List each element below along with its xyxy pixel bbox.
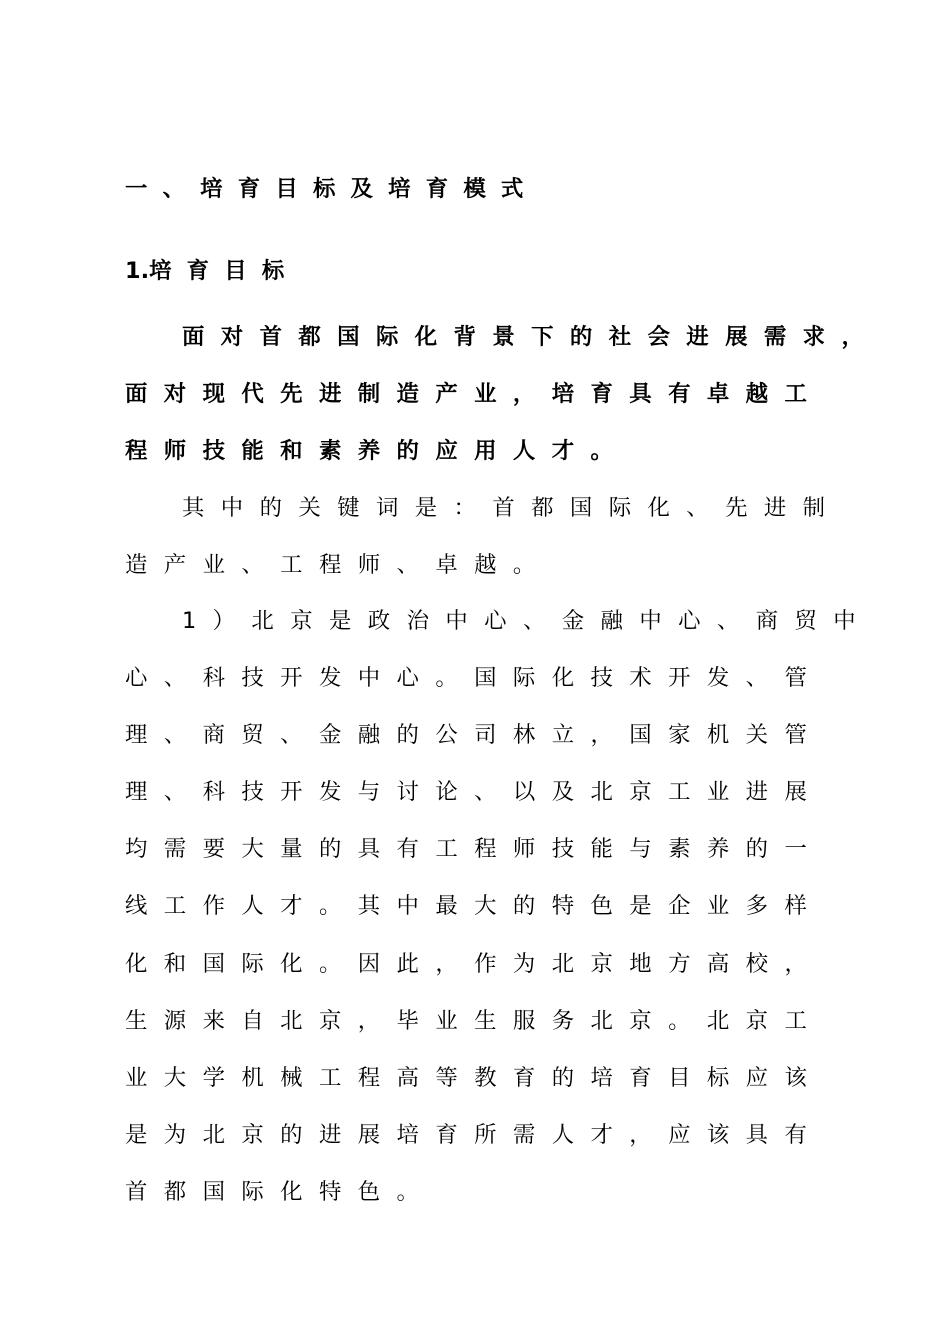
paragraph-line: 程师技能和素养的应用人才。 [125, 438, 630, 464]
paragraph-line: 业大学机械工程高等教育的培育目标应该 [125, 1065, 824, 1091]
paragraph-line: 其中的关键词是：首都国际化、先进制 [182, 495, 842, 521]
paragraph-line: 造产业、工程师、卓越。 [125, 552, 552, 578]
paragraph-line: 面对现代先进制造产业，培育具有卓越工 [125, 381, 824, 407]
paragraph-line: 线工作人才。其中最大的特色是企业多样 [125, 893, 824, 919]
subsection-number: 1. [125, 258, 150, 284]
paragraph-line: 化和国际化。因此，作为北京地方高校， [125, 951, 824, 977]
paragraph-line: 理、科技开发与讨论、以及北京工业进展 [125, 779, 824, 805]
paragraph-line: 首都国际化特色。 [125, 1179, 436, 1205]
paragraph-line: 1）北京是政治中心、金融中心、商贸中 [182, 608, 873, 634]
paragraph-line: 理、商贸、金融的公司林立，国家机关管 [125, 722, 824, 748]
section-heading: 一、培育目标及培育模式 [125, 176, 539, 202]
paragraph-line: 生源来自北京，毕业生服务北京。北京工 [125, 1008, 824, 1034]
paragraph-line: 面对首都国际化背景下的社会进展需求， [182, 324, 881, 350]
subsection-heading [125, 256, 299, 286]
subsection-title: 培育目标 [149, 258, 300, 284]
paragraph-line: 是为北京的进展培育所需人才，应该具有 [125, 1122, 824, 1148]
paragraph-line: 均需要大量的具有工程师技能与素养的一 [125, 836, 824, 862]
paragraph-line: 心、科技开发中心。国际化技术开发、管 [125, 665, 824, 691]
